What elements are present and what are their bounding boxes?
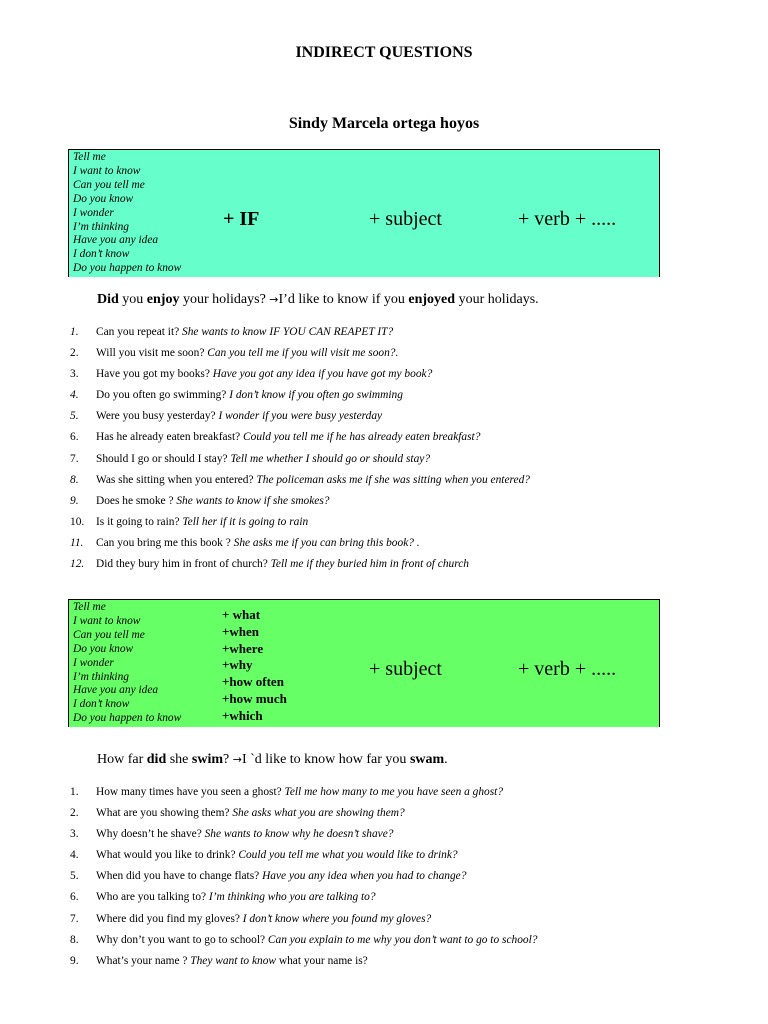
item-question: Is it going to rain? bbox=[96, 515, 183, 528]
example-word: How far bbox=[97, 752, 147, 767]
item-number: 1. bbox=[70, 326, 79, 338]
item-number: 5. bbox=[70, 410, 79, 423]
wh-word: +where bbox=[222, 640, 264, 656]
wh-word: +when bbox=[222, 623, 260, 639]
if-structure-box bbox=[68, 149, 660, 277]
intro-phrase: Have you any idea bbox=[73, 684, 159, 697]
item-answer: I don’t know if you often go swimming bbox=[229, 389, 403, 402]
item-number: 6. bbox=[70, 891, 79, 904]
item-question: What would you like to drink? bbox=[96, 849, 239, 862]
item-number: 1. bbox=[70, 786, 79, 798]
item-answer: She wants to know why he doesn’t shave? bbox=[204, 828, 394, 841]
intro-phrase: Do you happen to know bbox=[73, 712, 182, 725]
item-question: Will you visit me soon? bbox=[96, 347, 208, 360]
item-question: How many times have you seen a ghost? bbox=[96, 786, 285, 798]
item-question: When did you have to change flats? bbox=[96, 870, 263, 883]
item-answer: She asks me if you can bring this book? . bbox=[233, 536, 420, 549]
item-question: Does he smoke ? bbox=[96, 494, 177, 507]
item-number: 4. bbox=[70, 389, 79, 402]
example-word: enjoyed bbox=[408, 292, 456, 307]
example-word: your holidays. bbox=[455, 292, 539, 307]
arrow-icon: → bbox=[269, 293, 279, 306]
item-answer: Can you explain to me why you don’t want to go to school? bbox=[267, 933, 538, 946]
intro-phrase: I don’t know bbox=[73, 698, 130, 711]
item-question: Have you got my books? bbox=[96, 368, 213, 381]
item-number: 6. bbox=[70, 431, 79, 444]
item-number: 7. bbox=[70, 452, 79, 465]
item-number: 5. bbox=[70, 870, 79, 883]
intro-phrase: I wonder bbox=[73, 206, 114, 219]
intro-phrase: Have you any idea bbox=[73, 234, 159, 247]
intro-phrase: Can you tell me bbox=[73, 628, 145, 641]
intro-phrase: Tell me bbox=[73, 151, 106, 163]
formula-if: + IF bbox=[223, 208, 260, 230]
example-word: you bbox=[118, 292, 147, 307]
example-word: I’d like to know if you bbox=[278, 292, 409, 307]
example-word: your holidays? bbox=[179, 292, 270, 307]
item-answer: I don’t know where you found my gloves? bbox=[242, 912, 432, 925]
intro-phrase: I want to know bbox=[73, 164, 141, 177]
item-number: 2. bbox=[70, 347, 79, 360]
example-word: did bbox=[146, 752, 167, 767]
item-answer: Have you got any idea if you have got my book? bbox=[212, 368, 433, 381]
item-question: What’s your name ? bbox=[96, 954, 191, 967]
example-sentence-1 bbox=[97, 292, 539, 308]
item-question: Did they bury him in front of church? bbox=[96, 558, 271, 571]
author-name: Sindy Marcela ortega hoyos bbox=[288, 115, 480, 132]
item-number: 12. bbox=[70, 558, 85, 571]
intro-phrase: Do you know bbox=[73, 192, 134, 205]
formula-subject: + subject bbox=[369, 658, 442, 680]
example-word: ? bbox=[223, 752, 233, 767]
wh-word: +how much bbox=[222, 690, 287, 706]
item-answer: I’m thinking who you are talking to? bbox=[208, 891, 376, 904]
example-word: I `d like to know how far you bbox=[241, 752, 410, 767]
formula-verb: + verb + ..... bbox=[518, 658, 617, 680]
wh-word: +how often bbox=[222, 674, 284, 690]
arrow-icon: → bbox=[232, 753, 242, 766]
item-answer: The policeman asks me if she was sitting when you entered? bbox=[256, 473, 530, 486]
item-question: Do you often go swimming? bbox=[96, 389, 230, 402]
item-answer: She wants to know if she smokes? bbox=[176, 494, 330, 507]
item-number: 8. bbox=[70, 473, 79, 486]
example-word: she bbox=[166, 752, 192, 767]
item-question: Was she sitting when you entered? bbox=[96, 473, 257, 486]
intro-phrase: I wonder bbox=[73, 656, 114, 669]
intro-phrase: I’m thinking bbox=[73, 670, 129, 683]
intro-phrase: Can you tell me bbox=[73, 178, 145, 191]
wh-structure-box bbox=[68, 599, 660, 727]
intro-phrase: Do you happen to know bbox=[73, 262, 182, 275]
item-answer: Tell me whether I should go or should stay? bbox=[230, 452, 431, 465]
item-number: 2. bbox=[70, 807, 79, 820]
item-question: Who are you talking to? bbox=[96, 891, 209, 904]
intro-phrase: I want to know bbox=[73, 614, 141, 627]
item-answer: Tell me how many to me you have seen a ghost? bbox=[284, 786, 504, 798]
item-number: 3. bbox=[70, 368, 79, 381]
intro-phrase: I’m thinking bbox=[73, 220, 129, 233]
item-answer: Tell me if they buried him in front of church bbox=[270, 558, 469, 571]
wh-word: + what bbox=[222, 607, 261, 622]
item-number: 11. bbox=[70, 536, 84, 549]
item-answer: Have you any idea when you had to change? bbox=[262, 870, 467, 883]
intro-phrases-list bbox=[73, 151, 181, 276]
item-question: Can you bring me this book ? bbox=[96, 536, 234, 549]
item-number: 8. bbox=[70, 933, 79, 946]
wh-words-list bbox=[222, 607, 287, 725]
example-word: enjoy bbox=[146, 292, 180, 307]
example-sentence-2 bbox=[97, 752, 448, 768]
formula-verb: + verb + ..... bbox=[518, 208, 617, 230]
item-number: 9. bbox=[70, 494, 79, 507]
item-answer: Could you tell me if he has already eaten breakfast? bbox=[243, 431, 481, 444]
item-number: 4. bbox=[70, 849, 79, 862]
item-answer: She asks what you are showing them? bbox=[232, 807, 405, 820]
item-answer: Tell her if it is going to rain bbox=[182, 515, 309, 528]
example-word: swam bbox=[409, 752, 445, 767]
item-answer: Can you tell me if you will visit me soon?. bbox=[207, 347, 399, 360]
item-question: Has he already eaten breakfast? bbox=[96, 431, 244, 444]
item-number: 9. bbox=[70, 954, 79, 967]
item-question: Should I go or should I stay? bbox=[96, 452, 231, 465]
intro-phrases-list bbox=[73, 601, 181, 726]
item-question: What are you showing them? bbox=[96, 807, 233, 820]
wh-word: +which bbox=[222, 707, 263, 723]
intro-phrase: I don’t know bbox=[73, 248, 130, 261]
item-tail: what your name is? bbox=[278, 954, 368, 967]
item-question: Were you busy yesterday? bbox=[96, 410, 219, 423]
item-answer: She wants to know IF YOU CAN REAPET IT? bbox=[182, 326, 394, 338]
intro-phrase: Do you know bbox=[73, 642, 134, 655]
item-answer: I wonder if you were busy yesterday bbox=[218, 410, 383, 423]
item-question: Where did you find my gloves? bbox=[96, 912, 243, 925]
example-word: Did bbox=[97, 292, 119, 307]
item-number: 10. bbox=[70, 515, 85, 528]
example-word: swim bbox=[191, 752, 224, 767]
document-title: INDIRECT QUESTIONS bbox=[295, 44, 473, 61]
item-number: 7. bbox=[70, 912, 79, 925]
item-question: Can you repeat it? bbox=[96, 326, 183, 338]
item-number: 3. bbox=[70, 828, 79, 841]
wh-word: +why bbox=[222, 657, 253, 673]
item-question: Why doesn’t he shave? bbox=[96, 828, 205, 841]
item-answer: Could you tell me what you would like to drink? bbox=[238, 849, 458, 862]
item-answer: They want to know bbox=[190, 954, 279, 967]
formula-subject: + subject bbox=[369, 208, 442, 230]
item-question: Why don’t you want to go to school? bbox=[96, 933, 268, 946]
example-word: . bbox=[444, 752, 448, 767]
intro-phrase: Tell me bbox=[73, 601, 106, 613]
